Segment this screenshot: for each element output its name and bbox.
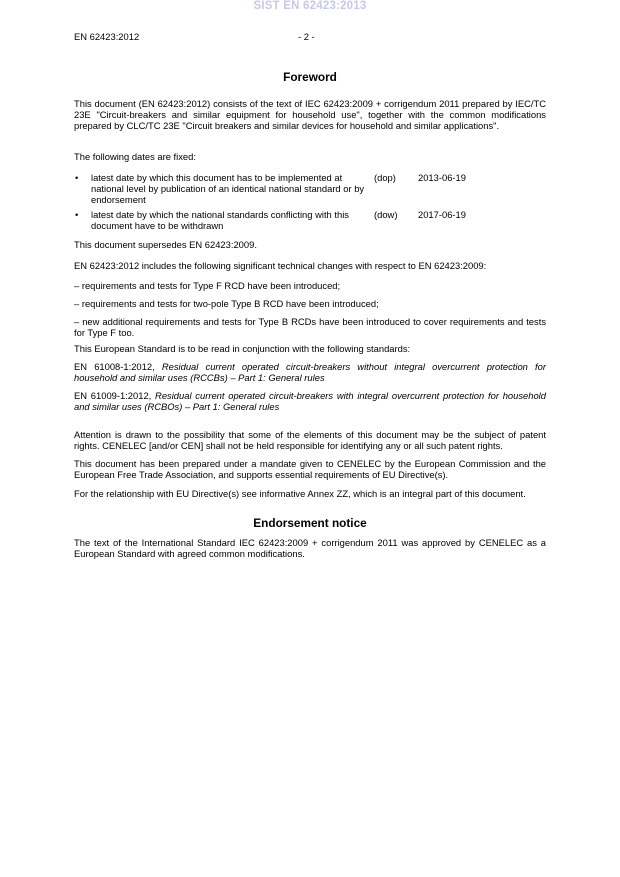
dates-intro: The following dates are fixed: [74,151,196,162]
date-description: latest date by which this document has to be implemented at national level by publication of an identical national standard or by endorsement [91,172,365,205]
date-value: 2017-06-19 [418,209,466,220]
standard-code: EN 61009-1:2012, [74,390,156,401]
bullet-icon: • [75,209,79,220]
date-abbreviation: (dow) [374,209,398,220]
date-abbreviation: (dop) [374,172,396,183]
watermark: SIST EN 62423:2013 [253,0,367,12]
endorsement-text: The text of the International Standard IEC 62423:2009 + corrigendum 2011 was approved by CENELEC as a European Standard with agreed common modifications. [74,537,546,559]
directive-statement: For the relationship with EU Directive(s) see informative Annex ZZ, which is an integral part of this document. [74,488,526,499]
patent-notice: Attention is drawn to the possibility that some of the elements of this document may be the subject of patent rights. CENELEC [and/or CEN] shall not be held responsible for identifying any or all such patent rights. [74,429,546,451]
standard-title: Residual current operated circuit-breakers with integral overcurrent protection for household and similar uses (RCBOs) – Part 1: General rules [74,390,546,412]
standard-reference [74,390,546,412]
supersedes-statement: This document supersedes EN 62423:2009. [74,239,257,250]
foreword-intro: This document (EN 62423:2012) consists of the text of IEC 62423:2009 + corrigendum 2011 prepared by IEC/TC 23E "Circuit-breakers and similar equipment for household use", together with the common modifications prepared by CLC/TC 23E "Circuit breakers and similar devices for household and similar applications". [74,98,546,131]
document-body [74,70,546,559]
foreword-heading: Foreword [283,70,337,84]
standard-title: Residual current operated circuit-breakers without integral overcurrent protection for household and similar uses (RCCBs) – Part 1: General rules [74,361,546,383]
header-page-number: - 2 - [298,31,315,42]
changes-intro: EN 62423:2012 includes the following significant technical changes with respect to EN 62423:2009: [74,260,487,271]
change-item: – requirements and tests for Type F RCD have been introduced; [74,280,341,291]
date-value: 2013-06-19 [418,172,466,183]
header-doc-code: EN 62423:2012 [74,31,140,42]
endorsement-heading: Endorsement notice [253,516,367,530]
standard-code: EN 61008-1:2012, [74,361,162,372]
change-item: – new additional requirements and tests for Type B RCDs have been introduced to cover requirements and tests for Type F too. [74,316,546,338]
standard-reference [74,361,546,383]
date-description: latest date by which the national standards conflicting with this document have to be withdrawn [91,209,349,231]
mandate-statement: This document has been prepared under a mandate given to CENELEC by the European Commission and the European Free Trade Association, and supports essential requirements of EU Directive(s). [74,458,546,480]
dates-list [74,172,546,234]
change-item: – requirements and tests for two-pole Type B RCD have been introduced; [74,298,379,309]
bullet-icon: • [75,172,79,183]
conjunction-statement: This European Standard is to be read in conjunction with the following standards: [74,343,411,354]
